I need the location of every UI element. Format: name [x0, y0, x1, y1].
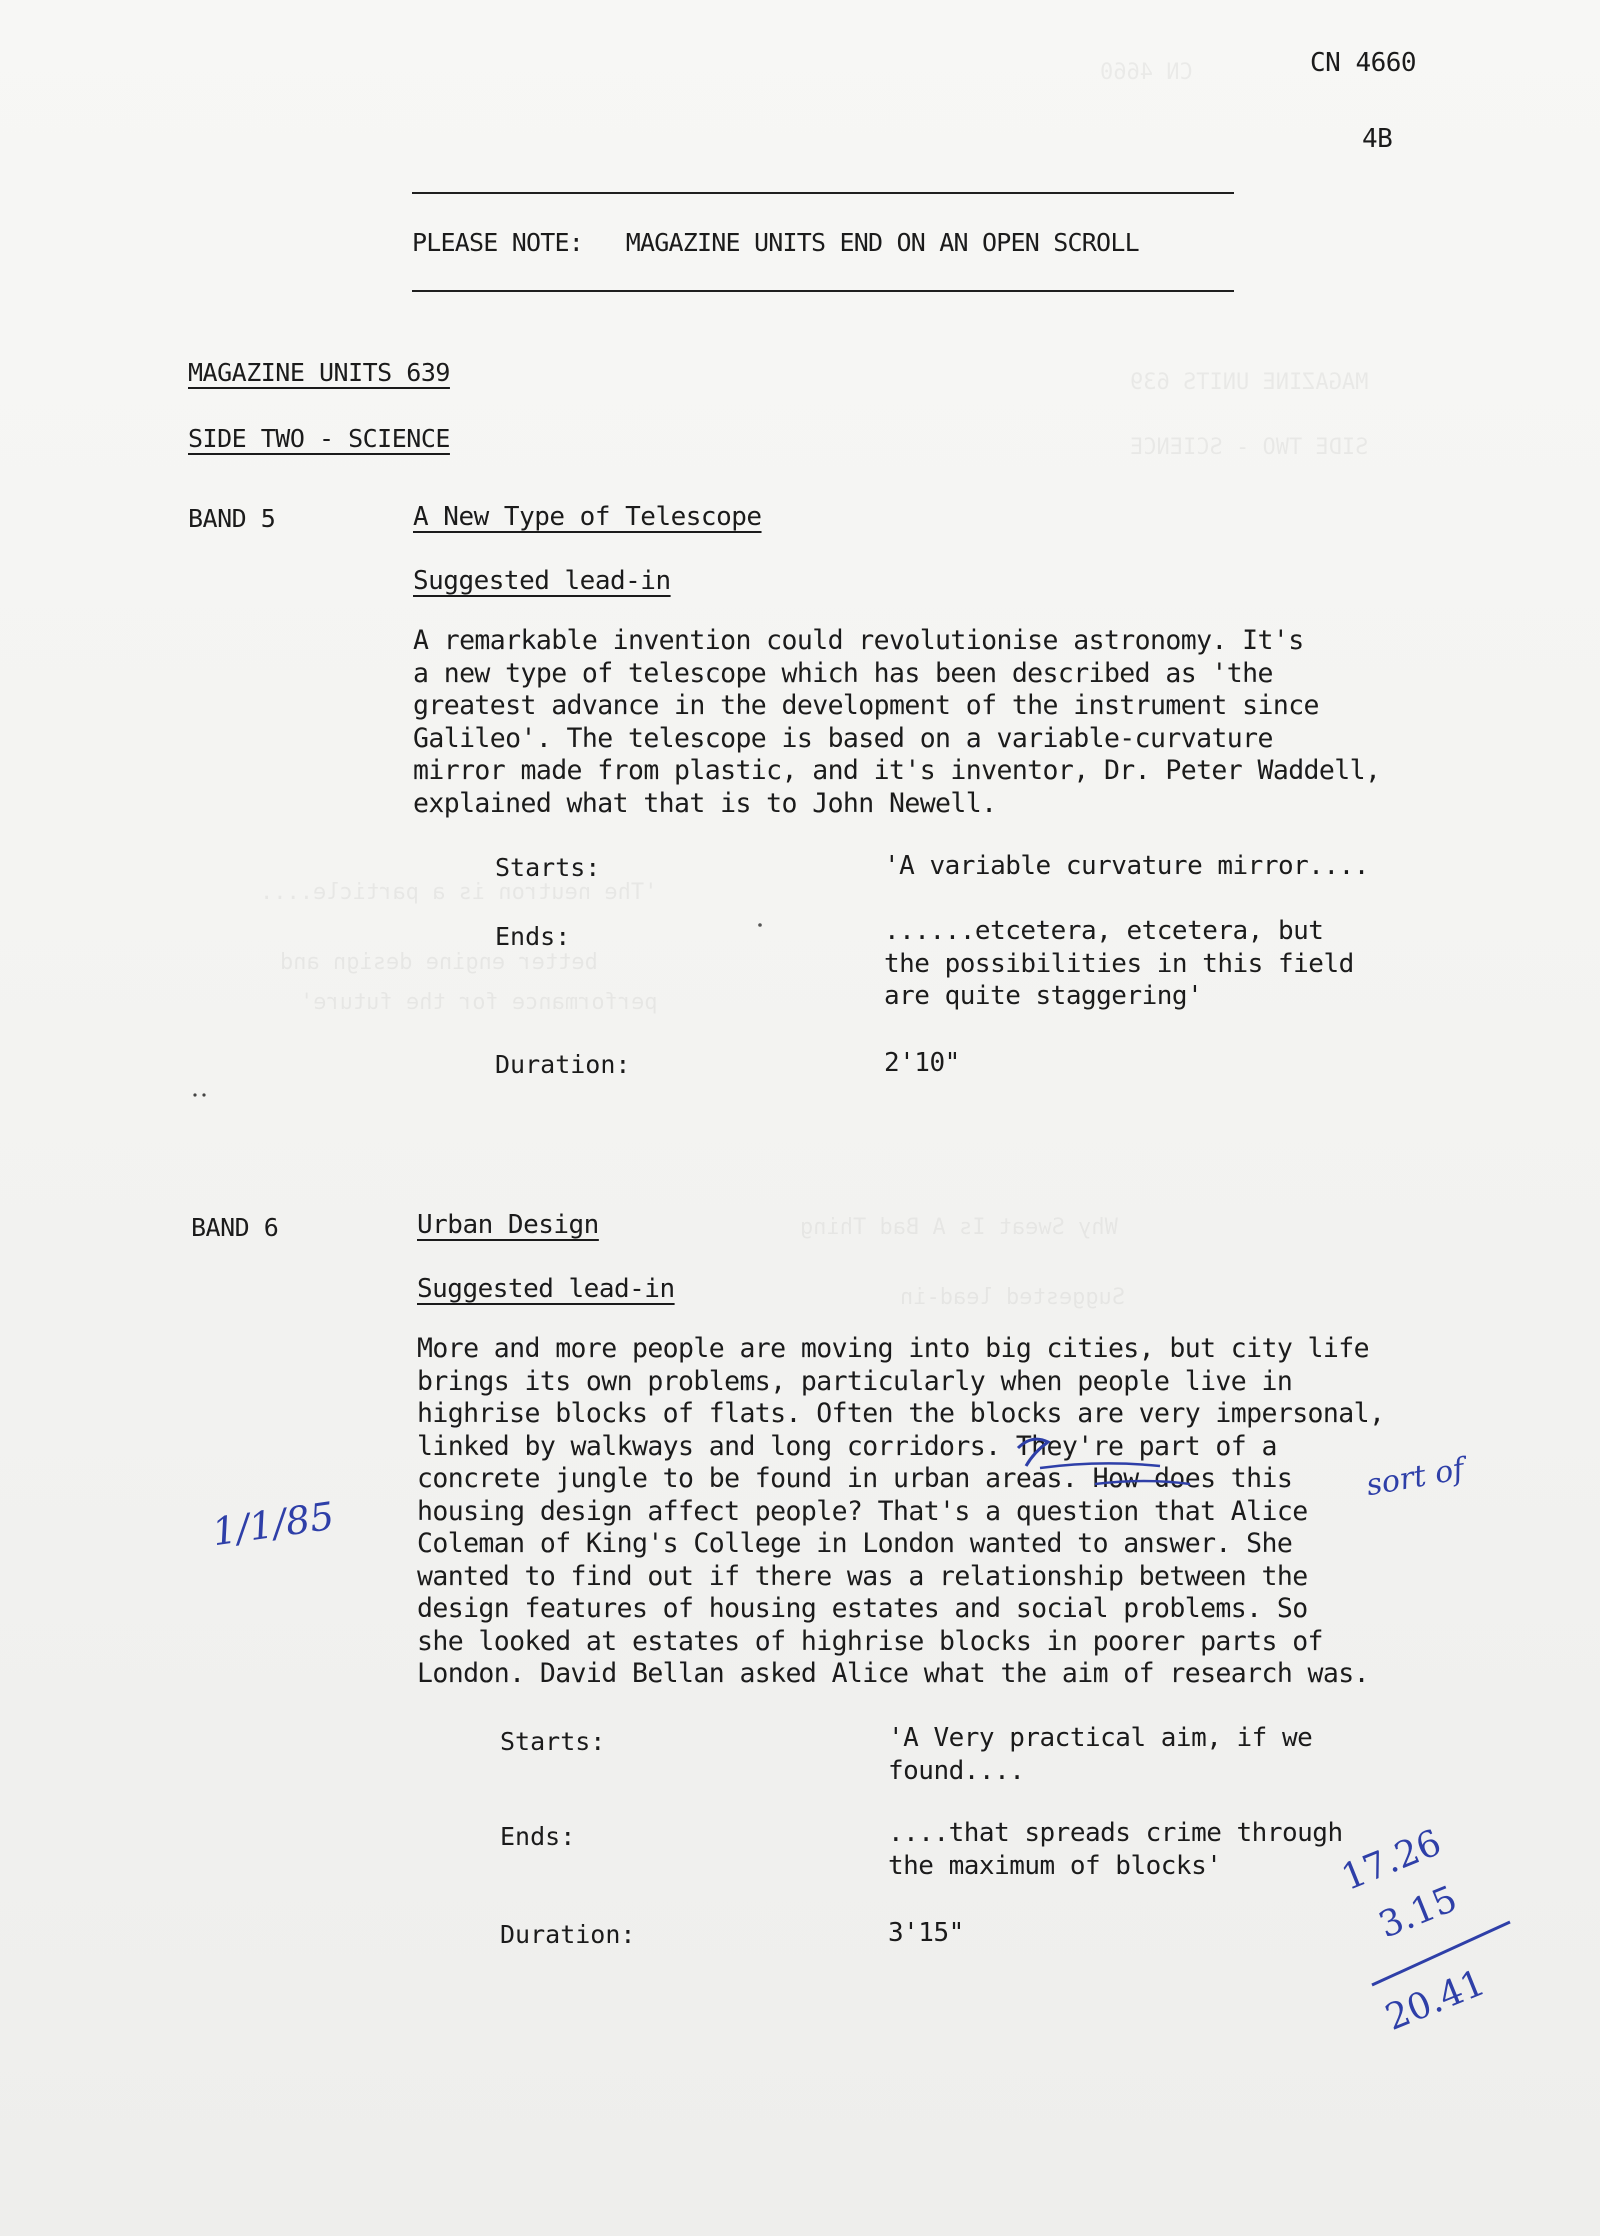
- leadin-line: linked by walkways and long corridors. They're part of a: [417, 1430, 1277, 1462]
- sum-divider-line: [1372, 1922, 1510, 1985]
- leadin-line: concrete jungle to be found in urban areas. How does this: [417, 1463, 1293, 1494]
- leadin-line: she looked at estates of highrise blocks in poorer parts of: [417, 1625, 1323, 1657]
- handwritten-sum-line: 17.26: [1336, 1822, 1447, 1899]
- duration-value: 2'10": [884, 1048, 960, 1078]
- leadin-line: greatest advance in the development of the instrument since: [413, 690, 1319, 721]
- cue-line: ....that spreads crime through: [888, 1818, 1343, 1848]
- starts-label: Starts:: [500, 1727, 606, 1756]
- cue-line: ......etcetera, etcetera, but: [884, 916, 1324, 946]
- leadin-line: wanted to find out if there was a relationship between the: [417, 1560, 1308, 1592]
- section-side: SIDE TWO - SCIENCE: [188, 424, 450, 453]
- duration-label: Duration:: [500, 1920, 636, 1949]
- section-title: MAGAZINE UNITS 639: [188, 358, 450, 387]
- ends-label: Ends:: [500, 1822, 576, 1851]
- leadin-line: mirror made from plastic, and it's inventor, Dr. Peter Waddell,: [413, 755, 1381, 786]
- cue-line: are quite staggering': [884, 981, 1203, 1011]
- leadin-line: explained what that is to John Newell.: [413, 787, 997, 819]
- stray-mark: [758, 923, 762, 927]
- band-label: BAND 5: [188, 504, 276, 533]
- stray-mark: [202, 1093, 205, 1096]
- show-through-text: MAGAZINE UNITS 639: [1130, 370, 1369, 395]
- leadin-heading: Suggested lead-in: [413, 566, 671, 596]
- duration-label: Duration:: [495, 1050, 631, 1079]
- starts-label: Starts:: [495, 853, 601, 882]
- show-through-text: better engine design and: [280, 950, 598, 975]
- reference-code: CN 4660: [1310, 48, 1417, 78]
- page-number: 4B: [1362, 124, 1393, 154]
- leadin-line: A remarkable invention could revolutionise astronomy. It's: [413, 625, 1304, 656]
- leadin-line: Coleman of King's College in London wanted to answer. She: [417, 1528, 1293, 1559]
- show-through-text: Suggested lead-in: [900, 1285, 1126, 1310]
- show-through-text: CN 4660: [1100, 60, 1193, 85]
- cue-line: 'A variable curvature mirror....: [884, 851, 1369, 881]
- leadin-heading: Suggested lead-in: [417, 1274, 675, 1304]
- cue-line: 'A Very practical aim, if we: [888, 1723, 1313, 1753]
- strike-mark: [1095, 1481, 1190, 1484]
- show-through-text: SIDE TWO - SCIENCE: [1130, 435, 1369, 460]
- show-through-text: 'The neutron is a particle....: [260, 880, 658, 905]
- insertion-mark: [1018, 1439, 1048, 1466]
- band-title: A New Type of Telescope: [413, 502, 762, 532]
- leadin-line: highrise blocks of flats. Often the blocks are very impersonal,: [417, 1398, 1385, 1429]
- leadin-line: design features of housing estates and social problems. So: [417, 1593, 1308, 1624]
- handwritten-sum-total: 20.41: [1380, 1962, 1491, 2039]
- band-title: Urban Design: [417, 1210, 599, 1240]
- cue-line: the maximum of blocks': [888, 1850, 1222, 1881]
- leadin-line: Galileo'. The telescope is based on a variable-curvature: [413, 722, 1273, 754]
- handwritten-sum-line: 3.15: [1373, 1878, 1463, 1947]
- band-label: BAND 6: [191, 1213, 279, 1242]
- cue-line: found....: [888, 1755, 1025, 1786]
- leadin-line: housing design affect people? That's a question that Alice: [417, 1495, 1308, 1527]
- show-through-text: Why Sweat Is A Bad Thing: [800, 1215, 1118, 1240]
- handwritten-margin-note: sort of: [1363, 1451, 1467, 1504]
- ends-label: Ends:: [495, 922, 571, 951]
- leadin-line: London. David Bellan asked Alice what the aim of research was.: [417, 1658, 1369, 1689]
- handwritten-date: 1/1/85: [209, 1493, 337, 1555]
- cue-line: the possibilities in this field: [884, 948, 1354, 979]
- duration-value: 3'15": [888, 1918, 964, 1948]
- strike-mark: [1040, 1463, 1160, 1468]
- show-through-text: performance for the future': [300, 990, 658, 1015]
- leadin-line: More and more people are moving into big cities, but city life: [417, 1333, 1369, 1364]
- leadin-line: a new type of telescope which has been described as 'the: [413, 657, 1273, 689]
- stray-mark: [193, 1093, 196, 1096]
- open-scroll-note: PLEASE NOTE: MAGAZINE UNITS END ON AN OPEN SCROLL: [412, 228, 1139, 257]
- leadin-line: brings its own problems, particularly when people live in: [417, 1365, 1293, 1397]
